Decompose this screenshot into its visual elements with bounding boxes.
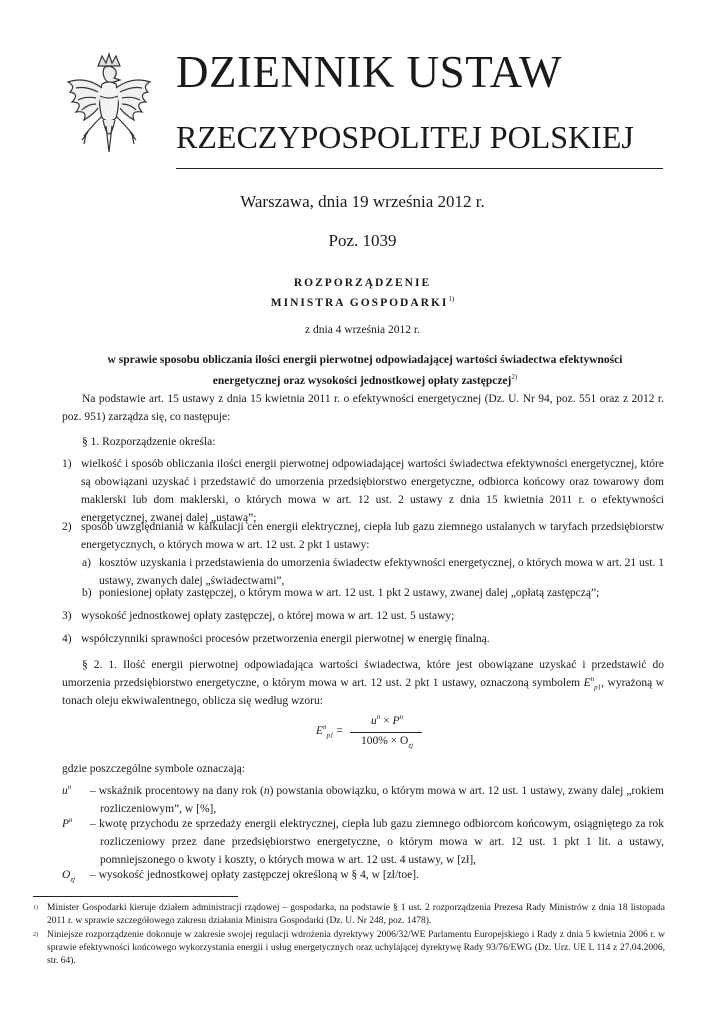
list-subitem-text: kosztów uzyskania i przedstawienia do umorzenia świadectw efektywności energetycznej, o których mowa w art. 21 ust. 1 ustawy, zwanych dalej „świadectwami”,	[99, 557, 664, 587]
act-subject-line1: w sprawie sposobu obliczania ilości energii pierwotnej odpowiadającej wartości świadectwa efektywności	[107, 354, 623, 366]
preamble	[62, 390, 664, 426]
footnote-text: Niniejsze rozporządzenie dokonuje w zakresie swojej regulacji wdrożenia dyrektywy 2006/32/WE Parlamentu Europejskiego i Rady z dnia 5 kwietnia 2006 r. w sprawie efektywności końcowego wykorzystania energii i usług energetycznych oraz uchylającej dyrektywę Rady 93/76/EWG (Dz. Urz. UE L 114 z 27.04.2006, str. 64).	[47, 930, 665, 966]
symbol-definition	[62, 782, 664, 818]
symbol-p-sup: n	[69, 816, 73, 825]
white-eagle-emblem	[58, 52, 160, 170]
formula-lhs	[316, 723, 343, 740]
formula-lhs-sub: p1	[326, 731, 334, 740]
list-subitem	[82, 584, 664, 602]
footnote-ref-1: 1)	[448, 295, 455, 303]
symbol-e-base: E	[583, 677, 591, 689]
formula-num-u-sup: n	[376, 713, 381, 722]
list-item-text: sposób uwzględniania w kalkulacji cen energii elektrycznej, ciepła lub gazu ziemnego ustalanych w taryfach przedsiębiorstw energetycznych, o których mowa w art. 12 ust. 2 pkt 1 ustawy:	[81, 521, 664, 551]
footnote-mark: 1)	[33, 905, 38, 911]
footnote-text: Minister Gospodarki kieruje działem administracji rządowej – gospodarka, na podstawie § 1 ust. 2 rozporządzenia Prezesa Rady Ministrów z dnia 18 listopada 2011 r. w sprawie szczegółowego zakresu działania Ministra Gospodarki (Dz. U. Nr 248, poz. 1478).	[47, 903, 665, 926]
symbol-p	[62, 815, 73, 833]
act-date: z dnia 4 września 2012 r.	[305, 324, 420, 336]
footnote-rule	[33, 896, 238, 897]
symbol-u	[62, 782, 71, 800]
masthead-title: DZIENNIK USTAW	[176, 47, 562, 97]
symbol-e-inline	[583, 675, 602, 692]
symbol-e-sup: n	[590, 675, 595, 684]
symbol-o-sub: zj	[70, 875, 75, 884]
masthead-subtitle: RZECZYPOSPOLITEJ POLSKIEJ	[176, 119, 634, 155]
formula-den-sub: zj	[408, 741, 414, 750]
list-item-number: 1)	[62, 458, 72, 470]
symbol-p-definition: – kwotę przychodu ze sprzedaży energii elektrycznej, ciepła lub gazu ziemnego odbiorcom końcowym, osiągniętego za rok rozliczeniowy przez dane przedsiębiorstwo energetyczne, o którym mowa w art. 12 ust. 1 pkt 1 lit. a ustawy, pomniejszonego o kwoty i koszty, o których mowa w art. 12 ust. 4 ustawy, w [zł],	[90, 818, 664, 866]
symbol-definition	[62, 815, 664, 869]
list-item	[62, 607, 664, 625]
symbol-e-sub: p1	[594, 683, 602, 692]
list-item-text: wysokość jednostkowej opłaty zastępczej, o której mowa w art. 12 ust. 5 ustawy;	[81, 610, 455, 622]
section-2-text-b: , wyrażoną w tonach oleju ekwiwalentnego, oblicza się według wzoru:	[62, 677, 664, 707]
formula-fraction-bar	[350, 732, 422, 733]
formula	[316, 715, 426, 755]
list-subitem-text: poniesionej opłaty zastępczej, o którym mowa w art. 12 ust. 1 pkt 2 ustawy, zwanej dalej „opłatą zastępczą”;	[99, 587, 600, 599]
list-item-text: wielkość i sposób obliczania ilości energii pierwotnej odpowiadającej wartości świadectwa efektywności energetycznej, które są obowiązani uzyskać i przedstawić do umorzenia przedsiębiorstwo energetyczne, odbiorca końcowy oraz towarowy dom maklerski lub dom maklerski, o których mowa w art. 12 ust. 2 ustawy z dnia 15 kwietnia 2011 r. o efektywności energetycznej, zwanej dalej „ustawą”;	[81, 458, 664, 524]
formula-num-p-sup: n	[399, 713, 404, 722]
formula-numerator	[352, 715, 422, 727]
footnote-ref-2: 2)	[511, 373, 518, 381]
section-2-paragraph	[62, 656, 664, 710]
act-subject	[85, 352, 645, 390]
list-item	[62, 630, 664, 648]
preamble-text: Na podstawie art. 15 ustawy z dnia 15 kwietnia 2011 r. o efektywności energetycznej (Dz. U. Nr 94, poz. 551 oraz z 2012 r. poz. 951) zarządza się, co następuje:	[62, 393, 664, 423]
symbol-u-base: u	[62, 785, 68, 797]
act-type: ROZPORZĄDZENIE	[293, 277, 432, 289]
symbol-u-definition	[90, 782, 664, 818]
section-1-intro: § 1. Rozporządzenie określa:	[82, 436, 216, 448]
formula-times: ×	[383, 715, 390, 727]
symbol-u-def-b: ) powstania obowiązku, o którym mowa w art. 12 ust. 1 ustawy, zwany dalej „rokiem rozliczeniowym”, w [%],	[100, 785, 665, 815]
list-item-text: współczynniki sprawności procesów przetworzenia energii pierwotnej w energię finalną.	[81, 633, 490, 645]
symbol-u-sup: n	[67, 783, 72, 792]
list-item	[62, 455, 664, 527]
symbol-definition	[62, 866, 664, 884]
formula-lhs-base: E	[316, 725, 324, 737]
list-item-number: 3)	[62, 610, 72, 622]
formula-num-p: P	[392, 715, 400, 727]
act-issuer	[0, 296, 725, 309]
list-item-number: 4)	[62, 633, 72, 645]
formula-lhs-sup: n	[323, 723, 327, 732]
formula-num-u: u	[370, 715, 377, 727]
issue-position: Poz. 1039	[328, 231, 397, 250]
list-subitem-letter: b)	[82, 587, 92, 599]
symbol-o	[62, 866, 75, 884]
symbol-u-def-n: n	[263, 785, 270, 797]
list-item	[62, 518, 664, 554]
symbol-p-base: P	[62, 818, 70, 830]
masthead-rule	[176, 168, 663, 169]
issue-place-date: Warszawa, dnia 19 września 2012 r.	[240, 192, 485, 211]
act-issuer-text: MINISTRA GOSPODARKI	[270, 296, 449, 309]
symbol-o-definition: – wysokość jednostkowej opłaty zastępczej określoną w § 4, w [zł/toe].	[90, 869, 419, 881]
footnote	[33, 902, 665, 928]
symbol-o-base: O	[62, 869, 71, 881]
formula-denominator	[350, 735, 424, 750]
list-item-number: 2)	[62, 521, 72, 533]
footnote	[33, 929, 665, 968]
formula-den-text: 100% × O	[360, 735, 409, 747]
symbols-intro: gdzie poszczególne symbole oznaczają:	[62, 763, 245, 775]
formula-equals: =	[336, 725, 343, 737]
footnote-mark: 2)	[33, 932, 38, 938]
list-subitem-letter: a)	[82, 557, 91, 569]
symbol-u-def-a: – wskaźnik procentowy na dany rok (	[90, 785, 264, 797]
act-subject-line2: energetycznej oraz wysokości jednostkowej opłaty zastępczej	[212, 374, 512, 387]
section-2-text-a: § 2. 1. Ilość energii pierwotnej odpowiadająca wartości świadectwa, które jest obowiązane uzyskać i przedstawić do umorzenia przedsiębiorstwo energetyczne, o którym mowa w art. 12 ust. 2 pkt 1 ustawy, oznaczoną symbolem	[62, 659, 664, 689]
